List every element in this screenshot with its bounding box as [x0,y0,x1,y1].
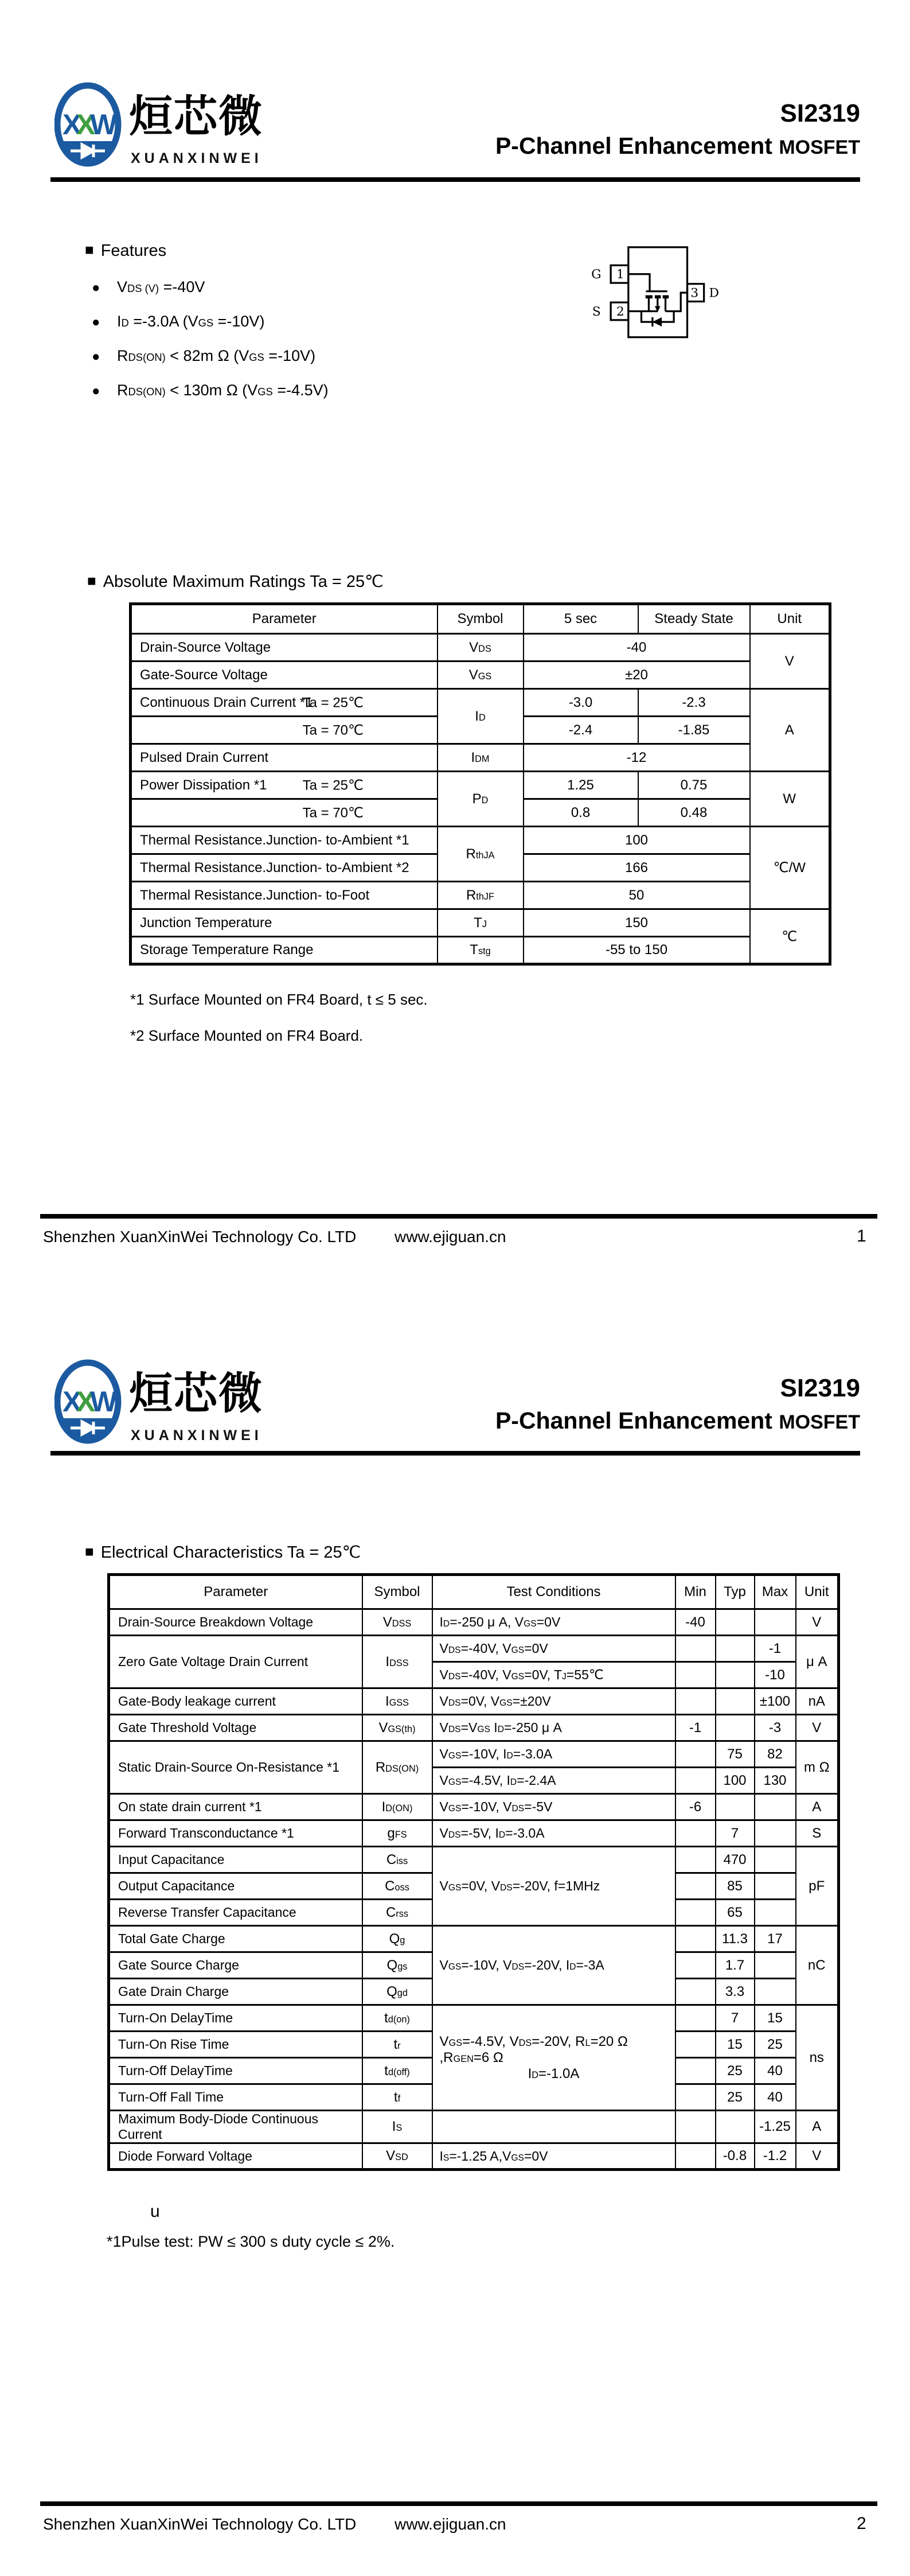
min-cell: -40 [675,1609,716,1636]
cond-cell: VDS=VGS ID=-250 μ A [432,1715,675,1741]
typ-cell: 85 [716,1873,755,1900]
value-cell: 0.75 [638,772,750,799]
param-text: Continuous Drain Current *1 [140,694,313,710]
param-cell: Maximum Body-Diode Continuous Current [109,2111,362,2143]
max-cell: -1 [755,1636,796,1662]
ec-table [107,1573,840,2171]
typ-cell [716,1609,755,1636]
typ-cell: 3.3 [716,1979,755,2005]
value-cell: 100 [524,827,750,854]
unit-cell: A [796,1794,839,1820]
max-cell: ±100 [755,1688,796,1715]
typ-cell [716,1662,755,1688]
symbol-cell: IDM [438,744,524,772]
cond-cell [432,2005,675,2111]
unit-cell: ns [796,2005,839,2111]
symbol-cell: gFS [362,1820,432,1847]
max-cell: 130 [755,1768,796,1794]
symbol-cell: Qgd [362,1979,432,2005]
min-cell [675,1688,716,1715]
param-cell: Thermal Resistance.Junction- to-Ambient *1 [131,827,438,854]
table-row [109,1926,839,1952]
min-cell [675,1820,716,1847]
typ-cell [716,1688,755,1715]
symbol-cell: VGS(th) [362,1715,432,1741]
symbol-cell: ID [438,689,524,744]
unit-cell: m Ω [796,1741,839,1794]
footer-url[interactable]: www.ejiguan.cn [395,2515,506,2533]
typ-cell: 7 [716,2005,755,2032]
param-cell: Gate Source Charge [109,1952,362,1979]
table-header-row [131,604,830,634]
table-row [131,689,830,717]
cond-cell [432,2111,675,2143]
logo-monogram-x1: X [63,108,82,141]
cond-cell: IS=-1.25 A,VGS=0V [432,2143,675,2170]
col-header: Steady State [638,604,750,634]
min-cell [675,1768,716,1794]
symbol-cell: VGS [438,661,524,689]
unit-cell: V [796,2143,839,2170]
param-cell: Reverse Transfer Capacitance [109,1900,362,1926]
min-cell [675,1952,716,1979]
param-cell: Drain-Source Breakdown Voltage [109,1609,362,1636]
symbol-cell: RthJA [438,827,524,882]
value-cell: -12 [524,744,750,772]
table-row [109,2143,839,2170]
pin1-label: 1 [616,267,624,282]
value-cell: 150 [524,909,750,937]
max-cell: 40 [755,2084,796,2111]
param-cell: Pulsed Drain Current [131,744,438,772]
symbol-cell: IDSS [362,1636,432,1688]
min-cell [675,1900,716,1926]
value-cell: -40 [524,634,750,661]
min-cell [675,2058,716,2084]
unit-cell: A [750,689,830,772]
param-cell: Thermal Resistance.Junction- to-Ambient *2 [131,854,438,882]
table-row [109,1847,839,1873]
col-header: Unit [750,604,830,634]
ec-title: Electrical Characteristics Ta = 25℃ [100,1543,361,1562]
table-row [109,1741,839,1768]
min-cell [675,1926,716,1952]
typ-cell: 7 [716,1820,755,1847]
page-number-1: 1 [857,1227,866,1246]
value-cell: -55 to 150 [524,937,750,964]
typ-cell [716,2111,755,2143]
max-cell: 40 [755,2058,796,2084]
min-cell [675,2005,716,2032]
typ-cell [716,1794,755,1820]
symbol-cell: tr [362,2032,432,2058]
doc-subtitle [495,134,860,158]
symbol-cell: RthJF [438,882,524,909]
feature-item [92,347,315,365]
bullet-icon: ● [92,280,100,295]
amr-note-2: *2 Surface Mounted on FR4 Board. [130,1027,364,1044]
features-title: Features [100,242,167,260]
typ-cell: -0.8 [716,2143,755,2170]
min-cell: -6 [675,1794,716,1820]
feature-item [92,313,264,330]
logo [54,81,295,170]
unit-cell: nA [796,1688,839,1715]
min-cell [675,2032,716,2058]
unit-cell: ℃ [750,909,830,964]
param-cell [131,689,438,717]
footer-rule-page1 [40,1214,877,1219]
header-rule-page1 [50,177,860,182]
min-cell [675,1873,716,1900]
symbol-cell: VSD [362,2143,432,2170]
max-cell [755,1794,796,1820]
feature-item [92,382,329,399]
col-header: Symbol [362,1575,432,1609]
param-cell: Gate-Body leakage current [109,1688,362,1715]
body-diode-icon [653,317,662,326]
symbol-cell: Qg [362,1926,432,1952]
col-header: Typ [716,1575,755,1609]
min-cell [675,1741,716,1768]
min-cell [675,2084,716,2111]
table-row [109,2005,839,2032]
bullet-icon: ● [92,314,100,330]
unit-cell: S [796,1820,839,1847]
pin2-label: 2 [616,304,624,319]
symbol-cell: Qgs [362,1952,432,1979]
unit-cell: A [796,2111,839,2143]
col-header: Parameter [109,1575,362,1609]
value-cell: 1.25 [524,772,638,799]
cond-cell: VGS=0V, VDS=-20V, f=1MHz [432,1847,675,1926]
unit-cell: V [750,634,830,689]
symbol-cell: VDS [438,634,524,661]
param-cell: Zero Gate Voltage Drain Current [109,1636,362,1688]
typ-cell: 25 [716,2084,755,2111]
symbol-cell: RDS(ON) [362,1741,432,1794]
feature-item [92,278,205,296]
param-cell: Total Gate Charge [109,1926,362,1952]
col-header: Symbol [438,604,524,634]
table-row [131,661,830,689]
part-number: SI2319 [780,99,860,127]
ec-heading [85,1542,361,1562]
logo-cn-name: 烜芯微 [129,92,263,141]
typ-cell: 25 [716,2058,755,2084]
logo-monogram-w: W [90,1386,118,1418]
feature-text: RDS(ON) < 82m Ω (VGS =-10V) [117,347,316,364]
param-cell: Junction Temperature [131,909,438,937]
cond-stack [433,2034,675,2082]
logo-en-name: XUANXINWEI [131,150,263,166]
table-header-row [109,1575,839,1609]
typ-cell: 470 [716,1847,755,1873]
cond-cell: VDS=0V, VGS=±20V [432,1688,675,1715]
col-header: Test Conditions [432,1575,675,1609]
max-cell [755,1979,796,2005]
symbol-cell: IGSS [362,1688,432,1715]
cond-cell: VDS=-5V, ID=-3.0A [432,1820,675,1847]
feature-text: ID =-3.0A (VGS =-10V) [117,313,265,330]
min-cell [675,1979,716,2005]
param-cell: Gate Drain Charge [109,1979,362,2005]
unit-cell: W [750,772,830,827]
col-header: Unit [796,1575,839,1609]
table-row [131,882,830,909]
table-row [109,1794,839,1820]
subtitle-small: MOSFET [779,1411,860,1433]
value-cell: -3.0 [524,689,638,717]
symbol-cell: tf [362,2084,432,2111]
symbol-cell: Tstg [438,937,524,964]
subtitle-main: P-Channel Enhancement [495,1407,779,1434]
header-rule-page2 [50,1451,860,1456]
symbol-cell: Ciss [362,1847,432,1873]
table-row [109,1715,839,1741]
logo-mark-icon [54,81,122,169]
cond-line-2: ID=-1.0A [528,2065,580,2081]
doc-title-page1 [495,101,860,158]
param-subcondition: Ta = 70℃ [302,805,364,820]
param-cell: Storage Temperature Range [131,937,438,964]
table-row [131,937,830,964]
symbol-cell: IS [362,2111,432,2143]
section-marker-icon: ■ [85,1543,94,1560]
logo [54,1359,295,1447]
max-cell [755,1847,796,1873]
min-cell: -1 [675,1715,716,1741]
symbol-cell: PD [438,772,524,827]
symbol-cell: td(off) [362,2058,432,2084]
symbol-cell: Crss [362,1900,432,1926]
value-cell: -1.85 [638,717,750,744]
max-cell: 25 [755,2032,796,2058]
table-row [131,909,830,937]
value-cell: 50 [524,882,750,909]
param-cell: Turn-On Rise Time [109,2032,362,2058]
typ-cell: 11.3 [716,1926,755,1952]
symbol-cell: VDSS [362,1609,432,1636]
param-cell: Input Capacitance [109,1847,362,1873]
unit-cell: pF [796,1847,839,1926]
footer-company: Shenzhen XuanXinWei Technology Co. LTD [43,2515,357,2533]
table-row [131,634,830,661]
max-cell: 82 [755,1741,796,1768]
param-cell: Turn-Off DelayTime [109,2058,362,2084]
param-subcondition: Ta = 25℃ [302,695,364,710]
logo-monogram-x2: X [76,108,96,141]
ec-note: *1Pulse test: PW ≤ 300 s duty cycle ≤ 2%. [107,2233,395,2250]
part-number: SI2319 [780,1374,860,1402]
min-cell [675,1662,716,1688]
param-cell [131,772,438,799]
cond-cell: VDS=-40V, VGS=0V [432,1636,675,1662]
logo-cn-name: 烜芯微 [129,1369,263,1418]
table-row [131,827,830,854]
logo-mark-icon [54,1359,122,1446]
min-cell [675,1847,716,1873]
unit-cell: μ A [796,1636,839,1688]
logo-monogram-x2: X [76,1386,96,1418]
cond-cell: ID=-250 μ A, VGS=0V [432,1609,675,1636]
param-cell: Thermal Resistance.Junction- to-Foot [131,882,438,909]
cond-cell: VGS=-10V, VDS=-20V, ID=-3A [432,1926,675,2005]
footer-url[interactable]: www.ejiguan.cn [395,1228,506,1246]
typ-cell: 65 [716,1900,755,1926]
param-cell: Drain-Source Voltage [131,634,438,661]
value-cell: -2.3 [638,689,750,717]
param-subcondition: Ta = 70℃ [302,722,364,738]
unit-cell: nC [796,1926,839,2005]
min-cell [675,2111,716,2143]
table-row [109,2111,839,2143]
value-cell: 166 [524,854,750,882]
param-cell: Forward Transconductance *1 [109,1820,362,1847]
param-cell: Gate-Source Voltage [131,661,438,689]
stray-mu-text: u [150,2202,160,2221]
table-row [109,1820,839,1847]
page-number-2: 2 [857,2514,866,2533]
amr-heading [87,571,384,592]
typ-cell: 1.7 [716,1952,755,1979]
param-cell: On state drain current *1 [109,1794,362,1820]
source-label: S [592,304,601,319]
logo-monogram-x1: X [63,1386,82,1418]
logo-en-name: XUANXINWEI [131,1427,263,1443]
cond-line-1: VGS=-4.5V, VDS=-20V, RL=20 Ω ,RGEN=6 Ω [439,2033,628,2065]
max-cell: -10 [755,1662,796,1688]
param-cell: Turn-Off Fall Time [109,2084,362,2111]
col-header: Min [675,1575,716,1609]
param-text: Power Dissipation *1 [140,777,267,793]
value-cell: -2.4 [524,717,638,744]
min-cell [675,1636,716,1662]
param-cell [131,799,438,827]
typ-cell: 15 [716,2032,755,2058]
max-cell: -1.2 [755,2143,796,2170]
value-cell: 0.48 [638,799,750,827]
max-cell [755,1900,796,1926]
value-cell: ±20 [524,661,750,689]
max-cell [755,1609,796,1636]
bullet-icon: ● [92,349,100,364]
col-header: Parameter [131,604,438,634]
symbol-cell: td(on) [362,2005,432,2032]
param-cell: Output Capacitance [109,1873,362,1900]
typ-cell: 100 [716,1768,755,1794]
table-row [109,1609,839,1636]
max-cell: 17 [755,1926,796,1952]
symbol-cell: ID(ON) [362,1794,432,1820]
col-header: Max [755,1575,796,1609]
section-marker-icon: ■ [85,241,94,258]
table-row [109,1636,839,1662]
subtitle-main: P-Channel Enhancement [495,133,779,159]
amr-title: Absolute Maximum Ratings Ta = 25℃ [103,573,384,591]
footer-company: Shenzhen XuanXinWei Technology Co. LTD [43,1228,357,1246]
min-cell [675,2143,716,2170]
param-subcondition: Ta = 25℃ [302,777,364,793]
features-heading [85,241,166,260]
unit-cell: V [796,1715,839,1741]
section-marker-icon: ■ [87,572,96,589]
param-cell: Static Drain-Source On-Resistance *1 [109,1741,362,1794]
bullet-icon: ● [92,383,100,399]
param-cell [131,717,438,744]
amr-table [129,602,831,966]
pin3-label: 3 [690,286,699,301]
unit-cell: V [796,1609,839,1636]
doc-subtitle [495,1409,860,1433]
typ-cell: 75 [716,1741,755,1768]
max-cell: -1.25 [755,2111,796,2143]
footer-rule-page2 [40,2501,877,2506]
feature-text: RDS(ON) < 130m Ω (VGS =-4.5V) [117,382,329,399]
feature-text: VDS (V) =-40V [117,278,205,295]
package-diagram [582,236,744,367]
cond-cell: VDS=-40V, VGS=0V, TJ=55℃ [432,1662,675,1688]
symbol-cell: Coss [362,1873,432,1900]
max-cell [755,1820,796,1847]
cond-cell: VGS=-4.5V, ID=-2.4A [432,1768,675,1794]
value-cell: 0.8 [524,799,638,827]
table-row [131,772,830,799]
param-cell: Turn-On DelayTime [109,2005,362,2032]
table-row [131,744,830,772]
drain-label: D [709,286,720,301]
typ-cell [716,1636,755,1662]
typ-cell [716,1715,755,1741]
symbol-cell: TJ [438,909,524,937]
doc-title-page2 [495,1376,860,1433]
cond-cell: VGS=-10V, VDS=-5V [432,1794,675,1820]
param-cell: Gate Threshold Voltage [109,1715,362,1741]
param-cell: Diode Forward Voltage [109,2143,362,2170]
logo-monogram-w: W [90,108,118,141]
table-row [109,1688,839,1715]
max-cell [755,1952,796,1979]
subtitle-small: MOSFET [779,137,860,158]
max-cell: -3 [755,1715,796,1741]
gate-label: G [591,267,602,282]
max-cell: 15 [755,2005,796,2032]
amr-note-1: *1 Surface Mounted on FR4 Board, t ≤ 5 sec. [130,991,428,1008]
max-cell [755,1873,796,1900]
cond-cell: VGS=-10V, ID=-3.0A [432,1741,675,1768]
unit-cell: ℃/W [750,827,830,909]
col-header: 5 sec [524,604,638,634]
